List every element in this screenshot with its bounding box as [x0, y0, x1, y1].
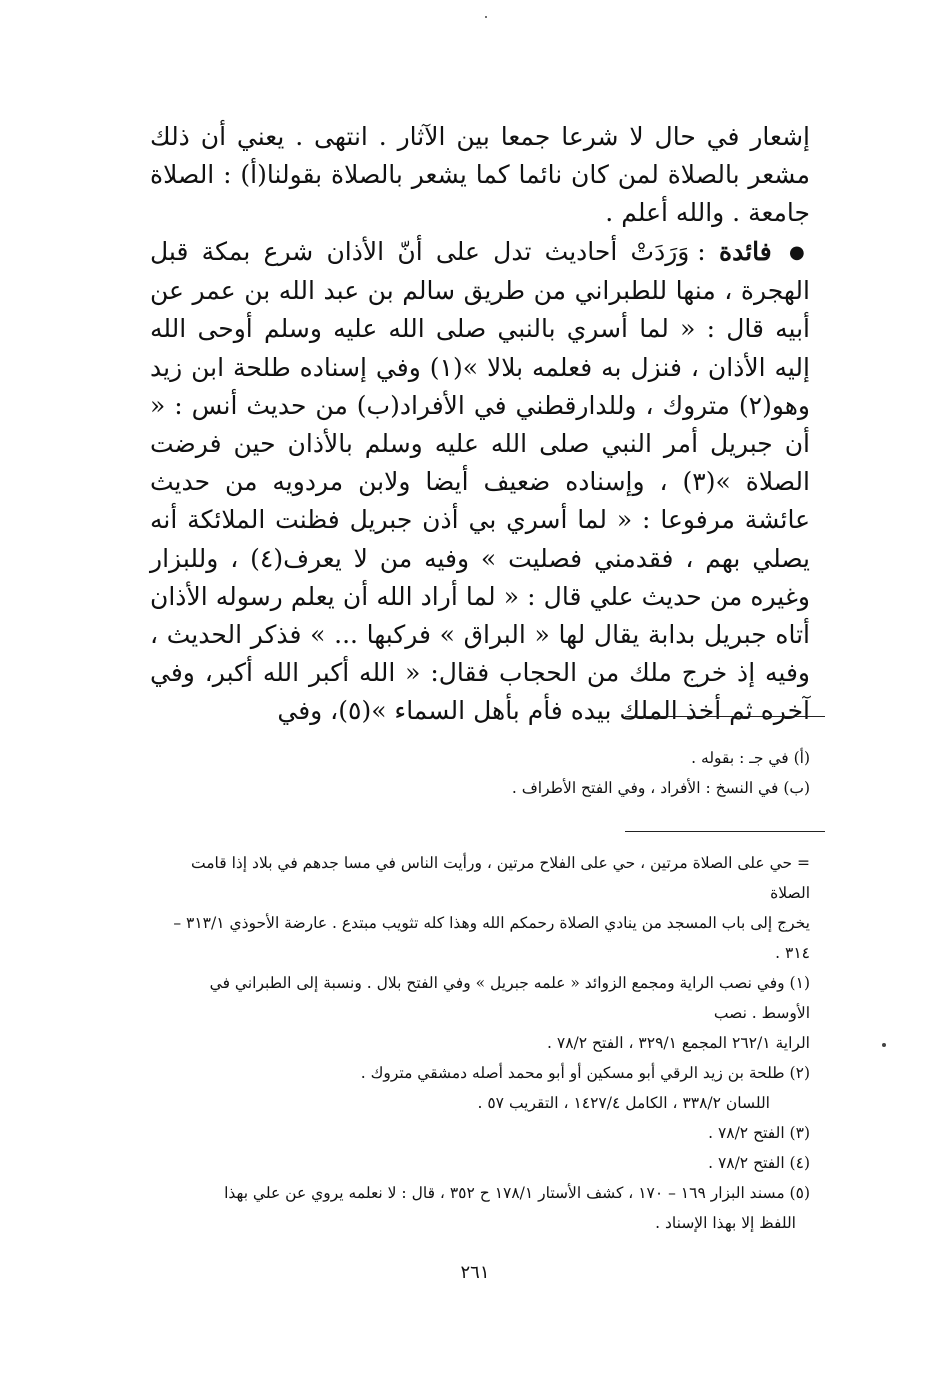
- footnote-alef: (أ) في جـ : بقوله .: [691, 749, 810, 767]
- benefit-label: فائدة: [718, 236, 772, 266]
- footnote-5-cont: اللفظ إلا بهذا الإسناد .: [655, 1214, 796, 1232]
- footnote-2-cont: اللسان ٣٣٨/٢ ، الكامل ١٤٢٧/٤ ، التقريب ٥٧ .: [477, 1094, 770, 1112]
- footnote-4: (٤) الفتح ٧٨/٢ .: [708, 1154, 810, 1172]
- scan-speck: [485, 16, 487, 18]
- letter-footnotes: [160, 743, 810, 803]
- bullet-icon: ●: [788, 242, 810, 263]
- scan-speck: [882, 1043, 886, 1047]
- footnote-3: (٣) الفتح ٧٨/٢ .: [708, 1124, 810, 1142]
- footnote-continuation-line: = حي على الصلاة مرتين ، حي على الفلاح مرتين ، ورأيت الناس في مسا جدهم في بلاد إذا قامت الصلاة: [191, 854, 810, 902]
- main-paragraph-1: إشعار في حال لا شرعا جمعا بين الآثار . انتهى . يعني أن ذلك مشعر بالصلاة لمن كان نائما كما يشعر بالصلاة بقولنا(أ) : الصلاة جامعة . والله أعلم .: [150, 122, 810, 228]
- main-paragraph-2: [150, 233, 810, 731]
- footnote-2: (٢) طلحة بن زيد الرقي أبو مسكين أو أبو محمد أصله دمشقي متروك .: [360, 1064, 810, 1082]
- main-text-block: [150, 118, 810, 731]
- footnote-1: (١) وفي نصب الراية ومجمع الزوائد « علمه جبريل » وفي الفتح بلال . ونسبة إلى الطبراني في الأوسط . نصب: [209, 974, 810, 1022]
- footnote-divider-2: [625, 831, 825, 832]
- benefit-text: : وَرَدَتْ أحاديث تدل على أنّ الأذان شرع بمكة قبل الهجرة ، منها للطبراني من طريق سالم بن عبد الله بن عمر عن أبيه قال : « لما أسري بالنبي صلى الله عليه وسلم أوحى الله إليه الأذان ، فنزل به فعلمه بلالا »(١) وفي إسناده طلحة ابن زيد وهو(٢) متروك ، وللدارقطني في الأفراد(ب) من حديث أنس : « أن جبريل أمر النبي صلى الله عليه وسلم بالأذان حين فرضت الصلاة »(٣) ، وإسناده ضعيف أيضا ولابن مردويه من حديث عائشة مرفوعا : « لما أسري بي أذن جبريل فظنت الملائكة أنه يصلي بهم ، فقدمني فصليت » وفيه من لا يعرف(٤) ، وللبزار وغيره من حديث علي قال : « لما أراد الله أن يعلم رسوله الأذان أتاه جبريل بدابة يقال لها « البراق » فركبها ... » فذكر الحديث ، وفيه إذ خرج ملك من الحجاب فقال: « الله أكبر الله أكبر، وفي آخره ثم أخذ الملك بيده فأم بأهل السماء »(٥)، وفي: [150, 236, 810, 726]
- footnote-divider-1: [625, 716, 825, 717]
- footnote-5: (٥) مسند البزار ١٦٩ – ١٧٠ ، كشف الأستار ١٧٨/١ ح ٣٥٢ ، قال : لا نعلمه يروي عن علي بهذا: [224, 1184, 810, 1202]
- footnote-continuation-line: ٣١٤ .: [775, 944, 810, 962]
- footnote-continuation-line: يخرج إلى باب المسجد من ينادي الصلاة رحمكم الله وهذا كله تثويب مبتدع . عارضة الأحوذي ٣١٣/١ –: [173, 914, 810, 932]
- footnote-1-cont: الراية ٢٦٢/١ المجمع ٣٢٩/١ ، الفتح ٧٨/٢ .: [547, 1034, 810, 1052]
- page-number: ٢٦١: [460, 1262, 490, 1283]
- numbered-footnotes: [160, 848, 810, 1238]
- footnote-ba: (ب) في النسخ : الأفراد ، وفي الفتح الأطراف .: [511, 779, 810, 797]
